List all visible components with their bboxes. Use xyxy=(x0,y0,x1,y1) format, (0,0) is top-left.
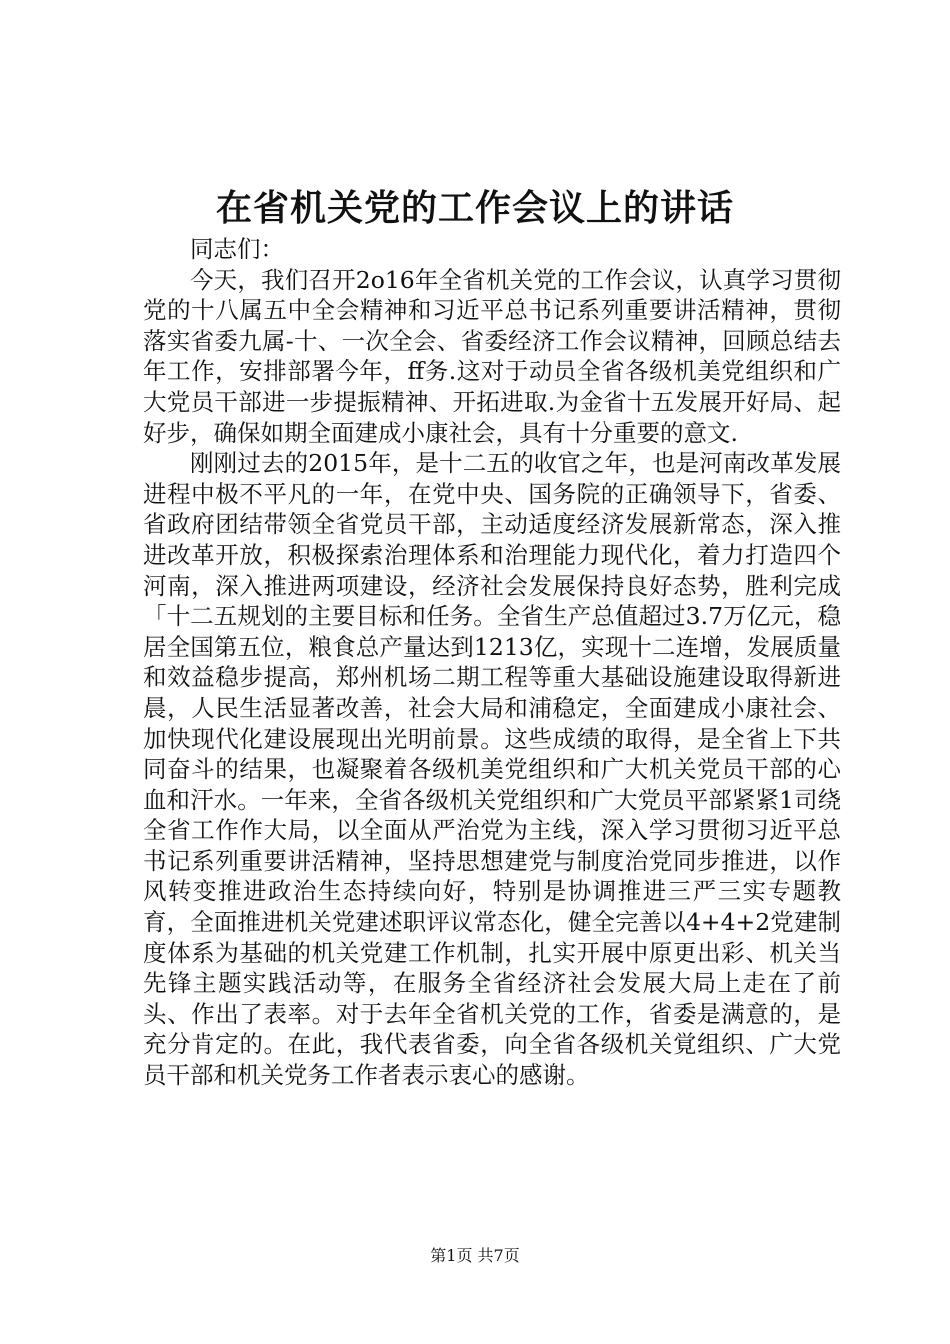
paragraph-1: 今天，我们召开2o16年全省机关党的工作会议，认真学习贯彻党的十八属五中全会精神和习近平总书记系列重要讲活精神，贯彻落实省委九属-十、一次全会、省委经济工作会议精神，回顾总结去年工作，安排部署今年，ff务.这对于动员全省各级机美党组织和广大党员干部进一步提振精神、开拓进取.为金省十五发展开好局、起好步，确保如期全面建成小康社会，具有十分重要的意文. xyxy=(143,265,841,447)
paragraph-2: 刚刚过去的2015年，是十二五的收官之年，也是河南改革发展进程中极不平凡的一年，在党中央、国务院的正确领导下，省委、省政府团结带领全省党员干部，主动适度经济发展新常态，深入推进改革开放，积极探索治理体系和治理能力现代化，着力打造四个河南，深入推进两项建设，经济社会发展保持良好态势，胜利完成「十二五规划的主要目标和任务。全省生产总值超过3.7万亿元，稳居全国第五位，粮食总产量达到1213亿，实现十二连增，发展质量和效益稳步提高，郑州机场二期工程等重大基础设施建设取得新进晨，人民生活显著改善，社会大局和浦稳定，全面建成小康社会、加快现代化建设展现出光明前景。这些成绩的取得，是全省上下共同奋斗的结果，也凝聚着各级机美党组织和广大机关党员干部的心血和汗水。一年来，全省各级机关党组织和广大党员平部紧紧1司绕全省工作作大局，以全面从严治党为主线，深入学习贯彻习近平总书记系列重要讲活精神，坚持思想建党与制度治党同步推进，以作风转变推进政治生态持续向好，特别是协调推进三严三实专题教育，全面推进机关党建述职评议常态化，健全完善以4+4+2党建制度体系为基础的机关党建工作机制，扎实开展中原更出彩、机关当先锋主题实践活动等，在服务全省经济社会发展大局上走在了前头、作出了表率。对于去年全省机关党的工作，省委是满意的，是充分肯定的。在此，我代表省委，向全省各级机关覚组织、广大党员干部和机关党务工作者表示衷心的感谢。 xyxy=(143,449,841,1090)
document-body xyxy=(143,234,841,1091)
document-title: 在省机关党的工作会议上的讲话 xyxy=(215,187,734,229)
page-number-footer: 第1页 共7页 xyxy=(430,1246,520,1265)
salutation: 同志们： xyxy=(190,235,284,263)
